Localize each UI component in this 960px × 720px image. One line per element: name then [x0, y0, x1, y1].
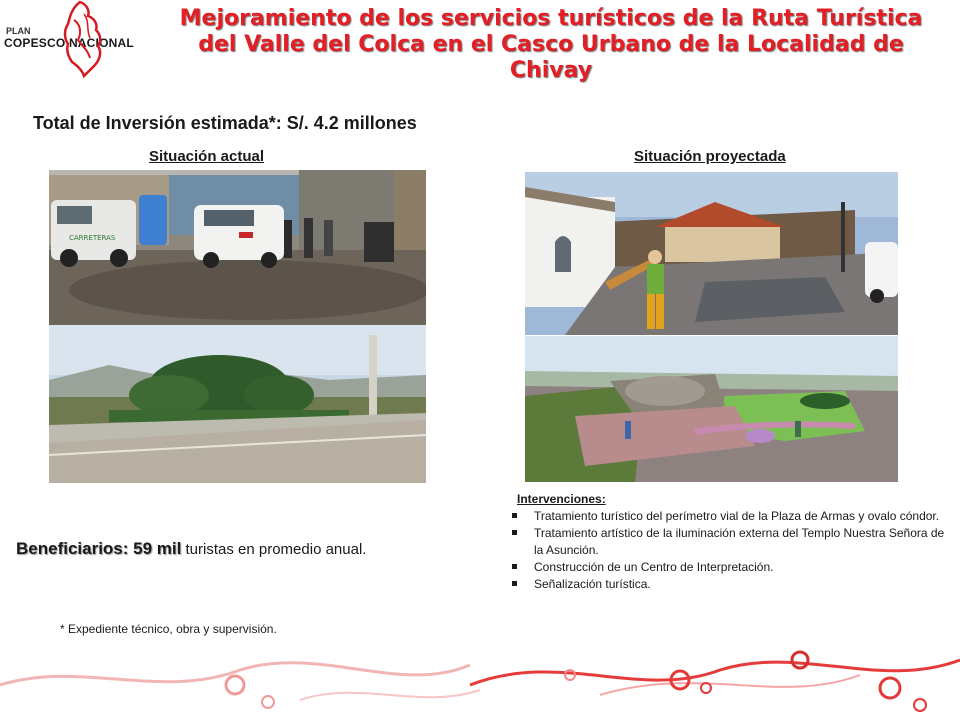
intervention-item: Señalización turística. [512, 576, 947, 593]
logo-plan-text: PLAN [6, 26, 31, 36]
page-title: Mejoramiento de los servicios turísticos de la Ruta Turística del Valle del Colca en el Casco Urbano de la Localidad de Chivay [179, 6, 923, 83]
interventions-list [512, 508, 947, 593]
decorative-swirls [0, 630, 960, 720]
truck-door-text: CARRETERAS [69, 234, 116, 242]
photo-projected-garden [525, 336, 898, 482]
logo-org-text: COPESCO NACIONAL [4, 36, 134, 50]
copesco-logo [2, 0, 167, 78]
intervention-item: Tratamiento artístico de la iluminación externa del Templo Nuestra Señora de la Asunción. [512, 525, 947, 559]
caption-projected-situation: Situación proyectada [634, 148, 786, 165]
caption-current-situation: Situación actual [149, 148, 265, 165]
beneficiaries-label: Beneficiarios: 59 mil [16, 539, 182, 558]
intervention-item: Construcción de un Centro de Interpretación. [512, 559, 947, 576]
beneficiaries-text: turistas en promedio anual. [181, 541, 367, 558]
photo-projected-building [525, 172, 898, 335]
footnote: * Expediente técnico, obra y supervisión. [60, 622, 277, 636]
photo-current-vehicles [49, 170, 426, 325]
peru-map-icon [60, 0, 110, 78]
beneficiaries-line [16, 539, 366, 559]
investment-total: Total de Inversión estimada*: S/. 4.2 millones [33, 113, 417, 133]
photo-current-plaza [49, 325, 426, 483]
interventions-heading: Intervenciones: [517, 492, 606, 506]
intervention-item: Tratamiento turístico del perímetro vial de la Plaza de Armas y ovalo cóndor. [512, 508, 947, 525]
